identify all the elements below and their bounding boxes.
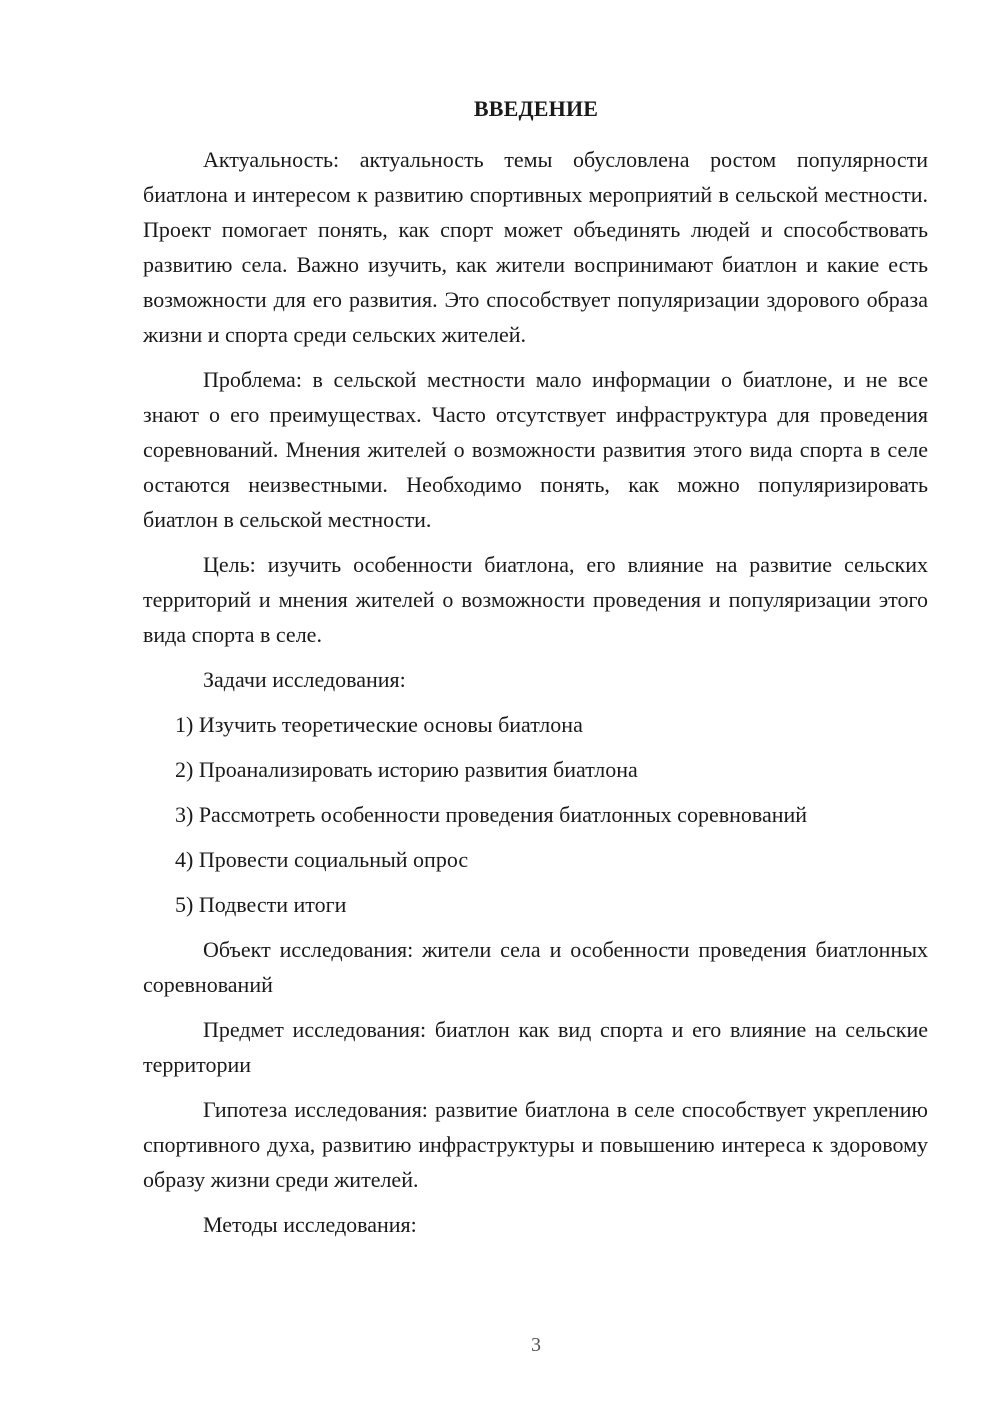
page-title: ВВЕДЕНИЕ bbox=[473, 96, 599, 121]
task-item: 4) Провести социальный опрос bbox=[175, 847, 469, 872]
object-paragraph: Объект исследования: жители села и особенности проведения биатлонных соревнований bbox=[143, 937, 928, 997]
subject-paragraph: Предмет исследования: биатлон как вид спорта и его влияние на сельские территории bbox=[143, 1017, 928, 1077]
task-item: 1) Изучить теоретические основы биатлона bbox=[175, 712, 583, 737]
tasks-heading: Задачи исследования: bbox=[203, 667, 406, 692]
hypothesis-paragraph: Гипотеза исследования: развитие биатлона в селе способствует укреплению спортивного духа, развитию инфраструктуры и повышению интереса к здоровому образу жизни среди жителей. bbox=[143, 1097, 928, 1192]
page-number: 3 bbox=[531, 1334, 541, 1356]
document-body bbox=[143, 142, 928, 1252]
task-item: 5) Подвести итоги bbox=[175, 892, 347, 917]
task-item: 2) Проанализировать историю развития биатлона bbox=[175, 757, 638, 782]
goal-paragraph: Цель: изучить особенности биатлона, его влияние на развитие сельских территорий и мнения жителей о возможности проведения и популяризации этого вида спорта в селе. bbox=[143, 552, 928, 647]
problem-paragraph: Проблема: в сельской местности мало информации о биатлоне, и не все знают о его преимуществах. Часто отсутствует инфраструктура для проведения соревнований. Мнения жителей о возможности развития этого вида спорта в селе остаются неизвестными. Необходимо понять, как можно популяризировать биатлон в сельской местности. bbox=[143, 367, 928, 532]
methods-heading: Методы исследования: bbox=[203, 1212, 417, 1237]
task-item: 3) Рассмотреть особенности проведения биатлонных соревнований bbox=[175, 802, 808, 827]
relevance-paragraph: Актуальность: актуальность темы обусловлена ростом популярности биатлона и интересом к развитию спортивных мероприятий в сельской местности. Проект помогает понять, как спорт может объединять людей и способствовать развитию села. Важно изучить, как жители воспринимают биатлон и какие есть возможности для его развития. Это способствует популяризации здорового образа жизни и спорта среди сельских жителей. bbox=[143, 147, 928, 347]
